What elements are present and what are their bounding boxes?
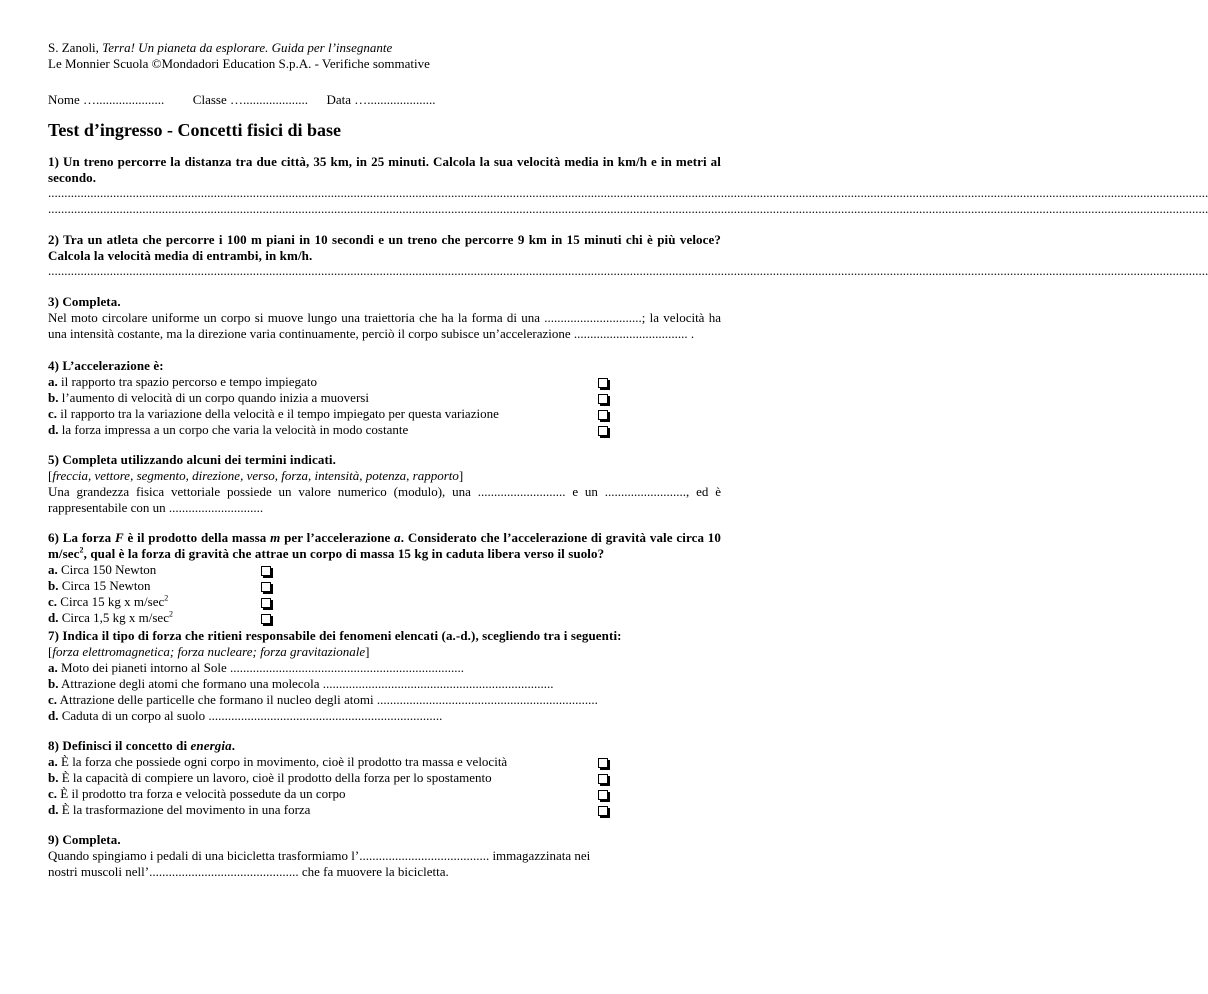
question-5-title: 5) Completa utilizzando alcuni dei termini indicati.	[48, 452, 336, 467]
question-8-title: 8) Definisci il concetto di energia.	[48, 738, 236, 753]
option-c: c. il rapporto tra la variazione della velocità e il tempo impiegato per questa variazione	[48, 406, 721, 422]
option-b: b. l’aumento di velocità di un corpo quando inizia a muoversi	[48, 390, 721, 406]
checkbox[interactable]	[598, 426, 608, 436]
item-b[interactable]: b. Attrazione degli atomi che formano una molecola .......................................................................	[48, 676, 554, 691]
option-a: a. È la forza che possiede ogni corpo in movimento, cioè il prodotto tra massa e velocità	[48, 754, 721, 770]
question-6-options	[48, 562, 721, 626]
question-6: 6) La forza F è il prodotto della massa m per l’accelerazione a. Considerato che l’accelerazione di gravità vale circa 10 $m/\sec^2$, qual è la forza di gravità che attrae un corpo di massa 15 kg in caduta libera verso il suolo?	[48, 530, 721, 561]
header-citation	[48, 40, 721, 56]
student-fields	[48, 92, 721, 108]
classe-field[interactable]: Classe …....................	[192, 92, 308, 107]
checkbox[interactable]	[598, 790, 608, 800]
checkbox[interactable]	[261, 582, 271, 592]
item-d[interactable]: d. Caduta di un corpo al suolo ........................................................................	[48, 708, 443, 723]
option-d: d. È la trasformazione del movimento in una forza	[48, 802, 721, 818]
checkbox[interactable]	[598, 806, 608, 816]
option-c: c. Circa 15 kg x $m/\sec^2$	[48, 594, 721, 610]
question-3-title: 3) Completa.	[48, 294, 121, 309]
page-title: Test d’ingresso - Concetti fisici di base	[48, 120, 342, 140]
question-7-title: 7) Indica il tipo di forza che ritieni responsabile dei fenomeni elencati (a.-d.), scegliendo tra i seguenti:	[48, 628, 622, 643]
question-9-line-2: nostri muscoli nell’.............................................. che fa muovere la bicicletta.	[48, 864, 449, 879]
option-b: b. Circa 15 Newton	[48, 578, 721, 594]
option-a: a. Circa 150 Newton	[48, 562, 721, 578]
question-2: 2) Tra un atleta che percorre i 100 m piani in 10 secondi e un treno che percorre 9 km in 15 minuti chi è più veloce? Calcola la velocità media di entrambi, in km/h.	[48, 232, 721, 263]
question-3-text: Nel moto circolare uniforme un corpo si muove lungo una traiettoria che ha la forma di una ..............................; la velocità ha una intensità costante, ma la direzione varia continuamente, perciò il corpo subisce un’accelerazione ................................... .	[48, 310, 721, 341]
option-a: a. il rapporto tra spazio percorso e tempo impiegato	[48, 374, 721, 390]
question-4-title: 4) L’accelerazione è:	[48, 358, 164, 373]
question-4-options	[48, 374, 721, 438]
header-book-title: Terra! Un pianeta da esplorare. Guida per l’insegnante	[102, 40, 393, 55]
checkbox[interactable]	[261, 598, 271, 608]
question-9-line-1: Quando spingiamo i pedali di una bicicletta trasformiamo l’........................................ immagazzinata nei	[48, 848, 591, 863]
checkbox[interactable]	[598, 410, 608, 420]
answer-line[interactable]: .....................................................................................................................................................................................................................................................................................................................................................................	[48, 201, 1208, 216]
checkbox[interactable]	[598, 758, 608, 768]
item-a[interactable]: a. Moto dei pianeti intorno al Sole ........................................................................	[48, 660, 464, 675]
question-9-title: 9) Completa.	[48, 832, 121, 847]
question-5-terms: [freccia, vettore, segmento, direzione, verso, forza, intensità, potenza, rapporto]	[48, 468, 464, 483]
question-8-options	[48, 754, 721, 818]
checkbox[interactable]	[598, 378, 608, 388]
header-publisher: Le Monnier Scuola ©Mondadori Education S.p.A. - Verifiche sommative	[48, 56, 430, 71]
answer-line[interactable]: .....................................................................................................................................................................................................................................................................................................................................................................	[48, 263, 1208, 278]
checkbox[interactable]	[598, 394, 608, 404]
checkbox[interactable]	[261, 614, 271, 624]
answer-line[interactable]: .....................................................................................................................................................................................................................................................................................................................................................................	[48, 185, 1208, 200]
option-d: d. Circa 1,5 kg x $m/\sec^2$	[48, 610, 721, 626]
question-7-terms: [forza elettromagnetica; forza nucleare; forza gravitazionale]	[48, 644, 370, 659]
question-1: 1) Un treno percorre la distanza tra due città, 35 km, in 25 minuti. Calcola la sua velocità media in km/h e in metri al secondo.	[48, 154, 721, 185]
option-b: b. È la capacità di compiere un lavoro, cioè il prodotto della forza per lo spostamento	[48, 770, 721, 786]
option-d: d. la forza impressa a un corpo che varia la velocità in modo costante	[48, 422, 721, 438]
checkbox[interactable]	[261, 566, 271, 576]
option-c: c. È il prodotto tra forza e velocità possedute da un corpo	[48, 786, 721, 802]
header-author: S. Zanoli,	[48, 40, 103, 55]
question-7-items	[48, 660, 721, 724]
checkbox[interactable]	[598, 774, 608, 784]
data-field[interactable]: Data ….....................	[326, 92, 436, 107]
item-c[interactable]: c. Attrazione delle particelle che formano il nucleo degli atomi ....................................................................	[48, 692, 598, 707]
nome-field[interactable]: Nome ….....................	[48, 92, 165, 107]
question-5-text: Una grandezza fisica vettoriale possiede un valore numerico (modulo), una ........................... e un ........................., ed è rappresentabile con un .............................	[48, 484, 721, 515]
